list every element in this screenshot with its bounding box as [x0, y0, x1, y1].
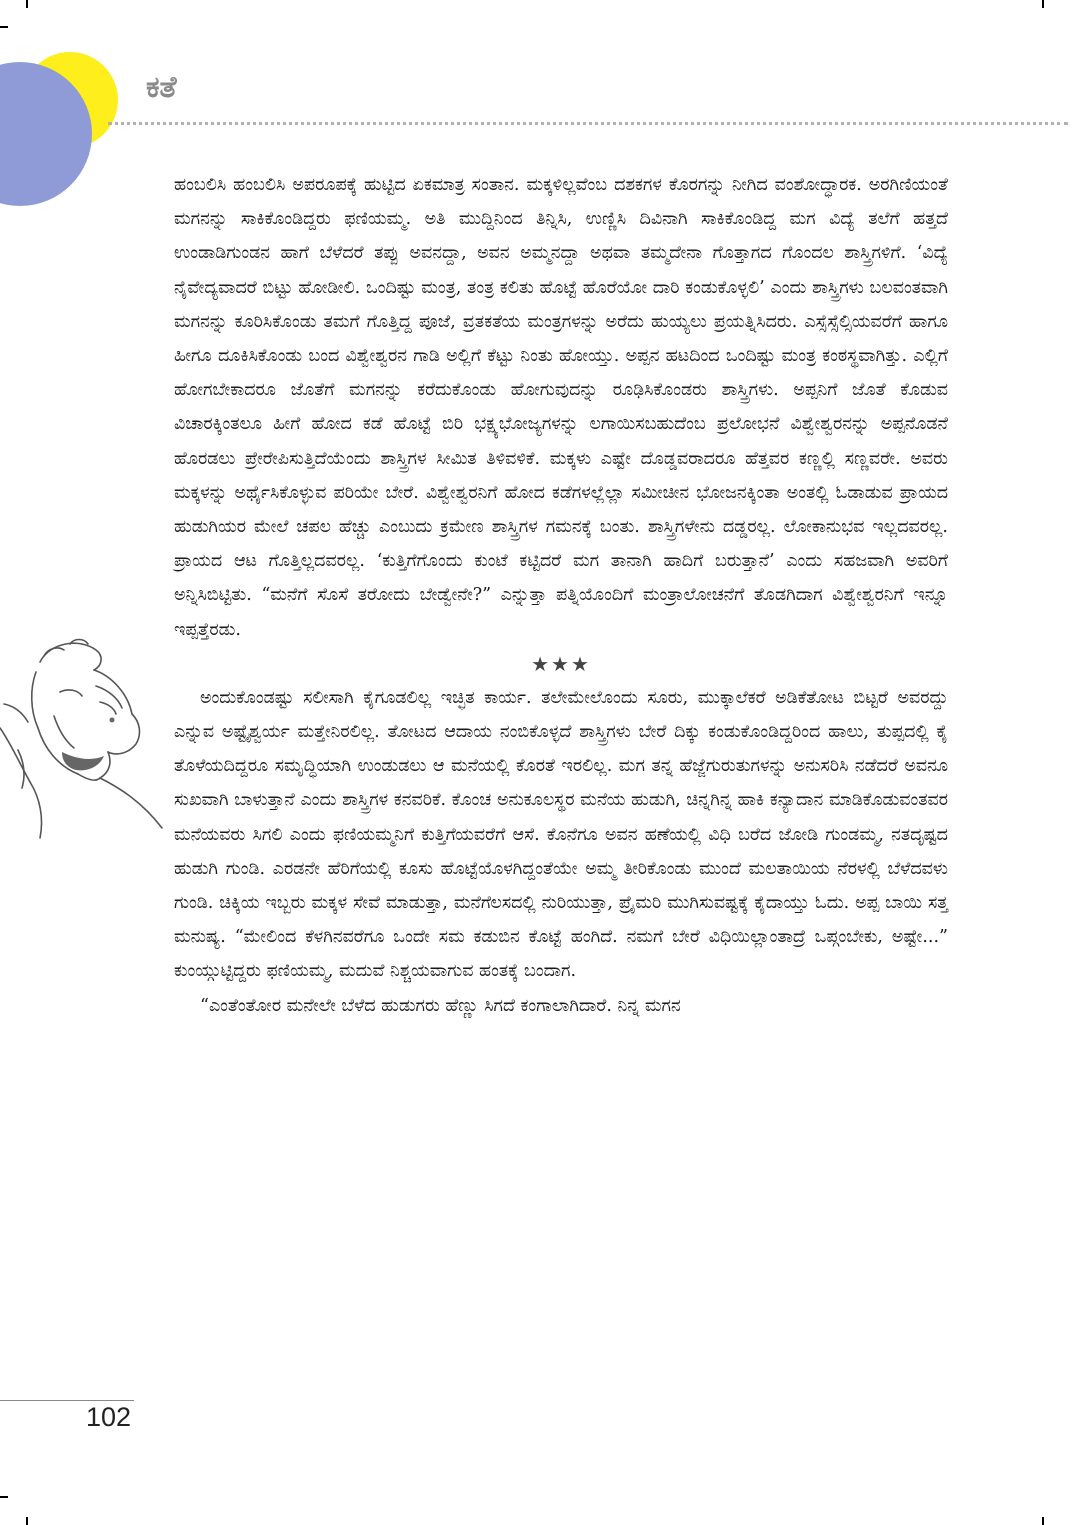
crop-mark-bottom-left [26, 1517, 28, 1525]
story-paragraph: ಅಂದುಕೊಂಡಷ್ಟು ಸಲೀಸಾಗಿ ಕೈಗೂಡಲಿಲ್ಲ ಇಚ್ಛಿತ ಕಾರ್ಯ. ತಲೇಮೇಲೊಂದು ಸೂರು, ಮುಕ್ಕಾಲೆಕರೆ ಅಡಿಕೆತೋಟ ಬಿಟ್ಟರೆ ಅವರದ್ದು ಎನ್ನುವ ಅಷ್ಟೈಶ್ವರ್ಯ ಮತ್ತೇನಿರಲಿಲ್ಲ. ತೋಟದ ಆದಾಯ ನಂಬಿಕೊಳ್ಳದೆ ಶಾಸ್ತ್ರಿಗಳು ಬೇರೆ ದಿಕ್ಕು ಕಂಡುಕೊಂಡಿದ್ದರಿಂದ ಹಾಲು, ತುಪ್ಪದಲ್ಲಿ ಕೈ ತೊಳೆಯದಿದ್ದರೂ ಸಮೃದ್ಧಿಯಾಗಿ ಉಂಡುಡಲು ಆ ಮನೆಯಲ್ಲಿ ಕೊರತೆ ಇರಲಿಲ್ಲ. ಮಗ ತನ್ನ ಹೆಜ್ಜೆಗುರುತುಗಳನ್ನು ಅನುಸರಿಸಿ ನಡೆದರೆ ಅವನೂ ಸುಖವಾಗಿ ಬಾಳುತ್ತಾನೆ ಎಂದು ಶಾಸ್ತ್ರಿಗಳ ಕನವರಿಕೆ. ಕೊಂಚ ಅನುಕೂಲಸ್ಥರ ಮನೆಯ ಹುಡುಗಿ, ಚಿನ್ನಗಿನ್ನ ಹಾಕಿ ಕನ್ಯಾದಾನ ಮಾಡಿಕೊಡುವಂತವರ ಮನೆಯವರು ಸಿಗಲಿ ಎಂದು ಫಣಿಯಮ್ಮನಿಗೆ ಕುತ್ತಿಗೆಯವರೆಗೆ ಆಸೆ. ಕೊನೆಗೂ ಅವನ ಹಣೆಯಲ್ಲಿ ವಿಧಿ ಬರೆದ ಜೋಡಿ ಗುಂಡಮ್ಮ, ನತದೃಷ್ಟದ ಹುಡುಗಿ ಗುಂಡಿ. ಎರಡನೇ ಹೆರಿಗೆಯಲ್ಲಿ ಕೂಸು ಹೊಟ್ಟೆಯೊಳಗಿದ್ದಂತೆಯೇ ಅಮ್ಮ ತೀರಿಕೊಂಡು ಮುಂದೆ ಮಲತಾಯಿಯ ನೆರಳಲ್ಲಿ ಬೆಳೆದವಳು ಗುಂಡಿ. ಚಿಕ್ಕಿಯ ಇಬ್ಬರು ಮಕ್ಕಳ ಸೇವೆ ಮಾಡುತ್ತಾ, ಮನೆಗೆಲಸದಲ್ಲಿ ನುರಿಯುತ್ತಾ, ಪ್ರೈಮರಿ ಮುಗಿಸುವಷ್ಟಕ್ಕೆ ಕೈದಾಯ್ತು ಓದು. ಅಪ್ಪ ಬಾಯಿ ಸತ್ತ ಮನುಷ್ಯ. “ಮೇಲಿಂದ ಕೆಳಗಿನವರೆಗೂ ಒಂದೇ ಸಮ ಕಡುಬಿನ ಕೊಟ್ಟೆ ಹಂಗಿದೆ. ನಮಗೆ ಬೇರೆ ವಿಧಿಯಿಲ್ಲಾಂತಾದ್ರೆ ಒಪ್ಗಂಬೇಕು, ಅಷ್ಟೇ...” ಕುಂಯ್ಗುಟ್ಟಿದ್ದರು ಫಣಿಯಮ್ಮ, ಮದುವೆ ನಿಶ್ಚಯವಾಗುವ ಹಂತಕ್ಕೆ ಬಂದಾಗ. [174, 687, 948, 982]
story-paragraph: “ಎಂತೆಂತೋರ ಮನೇಲೇ ಬೆಳೆದ ಹುಡುಗರು ಹೆಣ್ಣು ಸಿಗದೆ ಕಂಗಾಲಾಗಿದಾರೆ. ನಿನ್ನ ಮಗನ [200, 995, 681, 1016]
section-title: ಕತೆ [146, 70, 177, 105]
crop-mark-top-left-side [0, 26, 8, 28]
header-dotted-rule [108, 122, 1068, 125]
page-number: 102 [86, 1402, 132, 1432]
story-body [174, 168, 948, 1023]
section-separator: ★★★ [531, 651, 591, 676]
crop-mark-bottom-right [1042, 1517, 1044, 1525]
story-paragraph: ಹಂಬಲಿಸಿ ಹಂಬಲಿಸಿ ಅಪರೂಪಕ್ಕೆ ಹುಟ್ಟಿದ ಏಕಮಾತ್ರ ಸಂತಾನ. ಮಕ್ಕಳಿಲ್ಲವೆಂಬ ದಶಕಗಳ ಕೊರಗನ್ನು ನೀಗಿದ ವಂಶೋದ್ಧಾರಕ. ಅರಗಿಣಿಯಂತೆ ಮಗನನ್ನು ಸಾಕಿಕೊಂಡಿದ್ದರು ಫಣಿಯಮ್ಮ. ಅತಿ ಮುದ್ದಿನಿಂದ ತಿನ್ನಿಸಿ, ಉಣ್ಣಿಸಿ ದಿವಿನಾಗಿ ಸಾಕಿಕೊಂಡಿದ್ದ ಮಗ ವಿದ್ಯೆ ತಲೆಗೆ ಹತ್ತದೆ ಉಂಡಾಡಿಗುಂಡನ ಹಾಗೆ ಬೆಳೆದರೆ ತಪ್ಪು ಅವನದ್ದಾ, ಅವನ ಅಮ್ಮನದ್ದಾ ಅಥವಾ ತಮ್ಮದೇನಾ ಗೊತ್ತಾಗದ ಗೊಂದಲ ಶಾಸ್ತ್ರಿಗಳಿಗೆ. ‘ವಿದ್ಯೆ ನೈವೇದ್ಯವಾದರೆ ಬಿಟ್ಟು ಹೋಡೀಲಿ. ಒಂದಿಷ್ಟು ಮಂತ್ರ, ತಂತ್ರ ಕಲಿತು ಹೊಟ್ಟೆ ಹೊರೆಯೋ ದಾರಿ ಕಂಡುಕೊಳ್ಳಲಿ’ ಎಂದು ಶಾಸ್ತ್ರಿಗಳು ಬಲವಂತವಾಗಿ ಮಗನನ್ನು ಕೂರಿಸಿಕೊಂಡು ತಮಗೆ ಗೊತ್ತಿದ್ದ ಪೂಜೆ, ವ್ರತಕತೆಯ ಮಂತ್ರಗಳನ್ನು ಅರೆದು ಹುಯ್ಯಲು ಪ್ರಯತ್ನಿಸಿದರು. ಎಸ್ಸೆಸ್ಸೆಲ್ಸಿಯವರೆಗೆ ಹಾಗೂ ಹೀಗೂ ದೂಕಿಸಿಕೊಂಡು ಬಂದ ವಿಶ್ವೇಶ್ವರನ ಗಾಡಿ ಅಲ್ಲಿಗೆ ಕೆಟ್ಟು ನಿಂತು ಹೋಯ್ತು. ಅಪ್ಪನ ಹಟದಿಂದ ಒಂದಿಷ್ಟು ಮಂತ್ರ ಕಂಠಸ್ಥವಾಗಿತ್ತು. ಎಲ್ಲಿಗೆ ಹೋಗಬೇಕಾದರೂ ಜೊತೆಗೆ ಮಗನನ್ನು ಕರೆದುಕೊಂಡು ಹೋಗುವುದನ್ನು ರೂಢಿಸಿಕೊಂಡರು ಶಾಸ್ತ್ರಿಗಳು. ಅಪ್ಪನಿಗೆ ಜೊತೆ ಕೊಡುವ ವಿಚಾರಕ್ಕಿಂತಲೂ ಹೀಗೆ ಹೋದ ಕಡೆ ಹೊಟ್ಟೆ ಬಿರಿ ಭಕ್ಷ್ಯಭೋಜ್ಯಗಳನ್ನು ಲಗಾಯಿಸಬಹುದೆಂಬ ಪ್ರಲೋಭನೆ ವಿಶ್ವೇಶ್ವರನನ್ನು ಅಪ್ಪನೊಡನೆ ಹೊರಡಲು ಪ್ರೇರೇಪಿಸುತ್ತಿದೆಯೆಂದು ಶಾಸ್ತ್ರಿಗಳ ಸೀಮಿತ ತಿಳಿವಳಿಕೆ. ಮಕ್ಕಳು ಎಷ್ಟೇ ದೊಡ್ಡವರಾದರೂ ಹೆತ್ತವರ ಕಣ್ಣಲ್ಲಿ ಸಣ್ಣವರೇ. ಅವರು ಮಕ್ಕಳನ್ನು ಅರ್ಥೈಸಿಕೊಳ್ಳುವ ಪರಿಯೇ ಬೇರೆ. ವಿಶ್ವೇಶ್ವರನಿಗೆ ಹೋದ ಕಡೆಗಳಲ್ಲೆಲ್ಲಾ ಸಮೀಚೀನ ಭೋಜನಕ್ಕಿಂತಾ ಅಂತಲ್ಲಿ ಓಡಾಡುವ ಪ್ರಾಯದ ಹುಡುಗಿಯರ ಮೇಲೆ ಚಪಲ ಹೆಚ್ಚು ಎಂಬುದು ಕ್ರಮೇಣ ಶಾಸ್ತ್ರಿಗಳ ಗಮನಕ್ಕೆ ಬಂತು. ಶಾಸ್ತ್ರಿಗಳೇನು ದಡ್ಡರಲ್ಲ. ಲೋಕಾನುಭವ ಇಲ್ಲದವರಲ್ಲ. ಪ್ರಾಯದ ಆಟ ಗೊತ್ತಿಲ್ಲದವರಲ್ಲ. ‘ಕುತ್ತಿಗೆಗೊಂದು ಕುಂಟೆ ಕಟ್ಟಿದರೆ ಮಗ ತಾನಾಗಿ ಹಾದಿಗೆ ಬರುತ್ತಾನೆ’ ಎಂದು ಸಹಜವಾಗಿ ಅವರಿಗೆ ಅನ್ನಿಸಿಬಿಟ್ಟಿತು. “ಮನೆಗೆ ಸೊಸೆ ತರೋದು ಬೇಡ್ವೇನೇ?” ಎನ್ನುತ್ತಾ ಪತ್ನಿಯೊಂದಿಗೆ ಮಂತ್ರಾಲೋಚನೆಗೆ ತೊಡಗಿದಾಗ ವಿಶ್ವೇಶ್ವರನಿಗೆ ಇನ್ನೂ ಇಪ್ಪತ್ತೆರಡು. [174, 175, 948, 640]
crop-mark-top-left [26, 0, 28, 8]
crop-mark-top-right [1042, 0, 1044, 8]
hanuman-sketch-icon [0, 632, 170, 842]
crop-mark-bottom-left-side [0, 1496, 8, 1498]
